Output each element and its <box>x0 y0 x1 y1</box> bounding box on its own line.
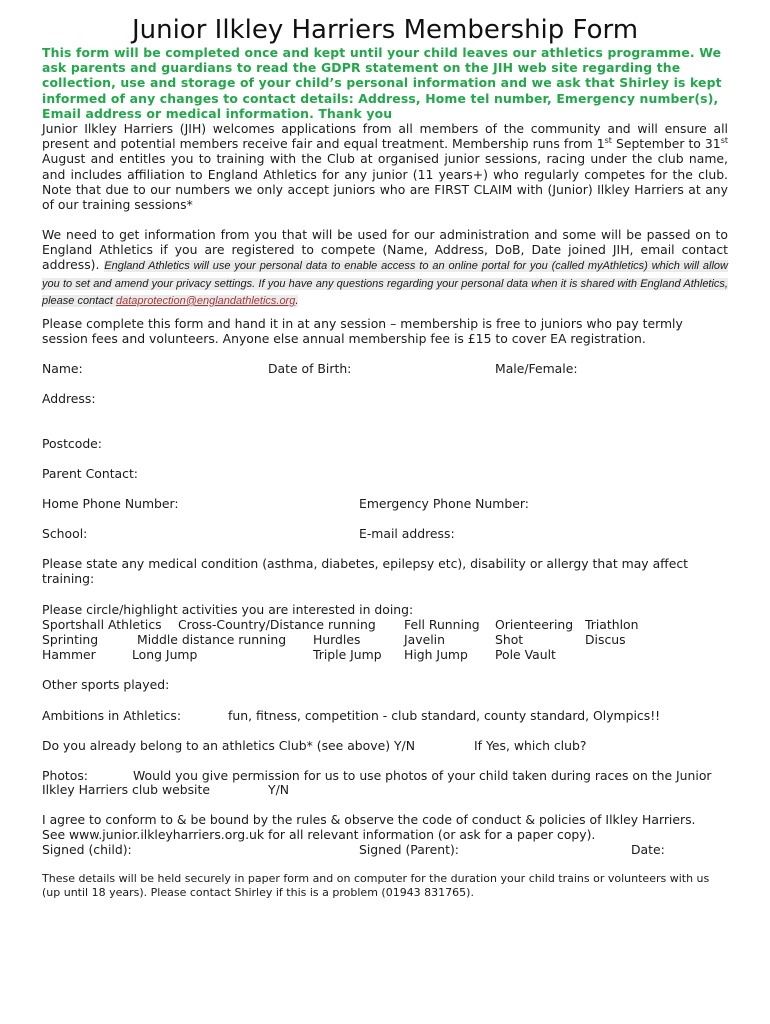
photos-question: Would you give permission for us to use photos of your child taken during races on the Junior <box>133 768 712 783</box>
footer-note: These details will be held securely in paper form and on computer for the duration your child trains or volunteers with us (up until 18 years). Please contact Shirley if this is a problem (01943 831765). <box>42 872 710 899</box>
school-label: School: <box>42 526 88 541</box>
activity-pole-vault[interactable]: Pole Vault <box>495 647 556 662</box>
signed-child-label: Signed (child): <box>42 842 132 857</box>
activity-discus[interactable]: Discus <box>585 632 626 647</box>
medical-question: Please state any medical condition (asthma, diabetes, epilepsy etc), disability or allergy that may affect training: <box>42 556 689 587</box>
activities-heading: Please circle/highlight activities you are interested in doing: <box>42 602 414 617</box>
photos-label: Photos: <box>42 768 88 783</box>
agreement-line-2: See www.junior.ilkleyharriers.org.uk for all relevant information (or ask for a paper copy). <box>42 827 596 842</box>
club-question: Do you already belong to an athletics Club* (see above) Y/N <box>42 738 415 753</box>
activity-cross-country[interactable]: Cross-Country/Distance running <box>178 617 376 632</box>
intro-paragraph <box>42 121 728 212</box>
gender-label: Male/Female: <box>495 361 578 376</box>
date-label: Date: <box>631 842 665 857</box>
privacy-italic-body: England Athletics will use your personal data to enable access to an online portal for you (called myAthletics) which will allow you to set and amend your privacy settings. If you have any questions regarding your personal data when it is shared with England Athletics, please contact <box>42 260 728 307</box>
activity-hurdles[interactable]: Hurdles <box>313 632 361 647</box>
activity-javelin[interactable]: Javelin <box>404 632 445 647</box>
data-protection-email-link[interactable]: dataprotection@englandathletics.org <box>116 294 296 307</box>
activity-high-jump[interactable]: High Jump <box>404 647 468 662</box>
which-club-label: If Yes, which club? <box>474 738 587 753</box>
dob-label: Date of Birth: <box>268 361 352 376</box>
activity-sportshall[interactable]: Sportshall Athletics <box>42 617 162 632</box>
fee-paragraph: Please complete this form and hand it in at any session – membership is free to juniors who pay termly session fees and volunteers. Anyone else annual membership fee is £15 to cover EA registration. <box>42 316 683 347</box>
activity-orienteering[interactable]: Orienteering <box>495 617 574 632</box>
signed-parent-label: Signed (Parent): <box>359 842 459 857</box>
photos-yn: Y/N <box>268 782 290 797</box>
privacy-italic-text <box>42 260 728 306</box>
other-sports-label: Other sports played: <box>42 677 170 692</box>
address-label: Address: <box>42 391 96 406</box>
ambitions-label: Ambitions in Athletics: <box>42 708 181 723</box>
activity-triathlon[interactable]: Triathlon <box>585 617 639 632</box>
privacy-end: . <box>295 294 299 307</box>
activity-shot[interactable]: Shot <box>495 632 524 647</box>
intro-sup-2: st <box>720 136 728 146</box>
name-label: Name: <box>42 361 83 376</box>
ambitions-text: fun, fitness, competition - club standard, county standard, Olympics!! <box>228 708 661 723</box>
activity-long-jump[interactable]: Long Jump <box>132 647 198 662</box>
privacy-main-text: We need to get information from you that will be used for our administration and some will be passed on to England Athletics if you are registered to compete (Name, Address, DoB, Date joined JIH, email contact address). <box>42 227 728 273</box>
photos-question-line2: Ilkley Harriers club website <box>42 782 210 797</box>
form-title: Junior Ilkley Harriers Membership Form <box>131 15 639 45</box>
activity-hammer[interactable]: Hammer <box>42 647 96 662</box>
gdpr-notice: This form will be completed once and kept until your child leaves our athletics programme. We ask parents and guardians to read the GDPR statement on the JIH web site regarding the collection, use and storage of your child’s personal information and we ask that Shirley is kept informed of any changes to contact details: Address, Home tel number, Emergency number(s), Email address or medical information. Thank you <box>42 45 722 121</box>
privacy-paragraph <box>42 227 728 309</box>
postcode-label: Postcode: <box>42 436 102 451</box>
emergency-phone-label: Emergency Phone Number: <box>359 496 529 511</box>
activity-sprinting[interactable]: Sprinting <box>42 632 99 647</box>
activity-middle-distance[interactable]: Middle distance running <box>137 632 287 647</box>
home-phone-label: Home Phone Number: <box>42 496 179 511</box>
activity-triple-jump[interactable]: Triple Jump <box>313 647 382 662</box>
agreement-line-1: I agree to conform to & be bound by the rules & observe the code of conduct & policies of Ilkley Harriers. <box>42 812 696 827</box>
intro-text-2: September to 31 <box>611 136 721 152</box>
activity-fell-running[interactable]: Fell Running <box>404 617 480 632</box>
intro-text-3: August and entitles you to training with the Club at organised junior sessions, racing under the club name, and includes affiliation to England Athletics for any junior (11 years+) who regularly competes for the club. Note that due to our numbers we only accept juniors who are FIRST CLAIM with (Junior) Ilkley Harriers at any of our training sessions* <box>42 151 728 213</box>
intro-sup-1: st <box>604 136 612 146</box>
intro-text-1: Junior Ilkley Harriers (JIH) welcomes applications from all members of the community and will ensure all present and potential members receive fair and equal treatment. Membership runs from 1 <box>42 121 728 152</box>
parent-contact-label: Parent Contact: <box>42 466 138 481</box>
email-label: E-mail address: <box>359 526 455 541</box>
